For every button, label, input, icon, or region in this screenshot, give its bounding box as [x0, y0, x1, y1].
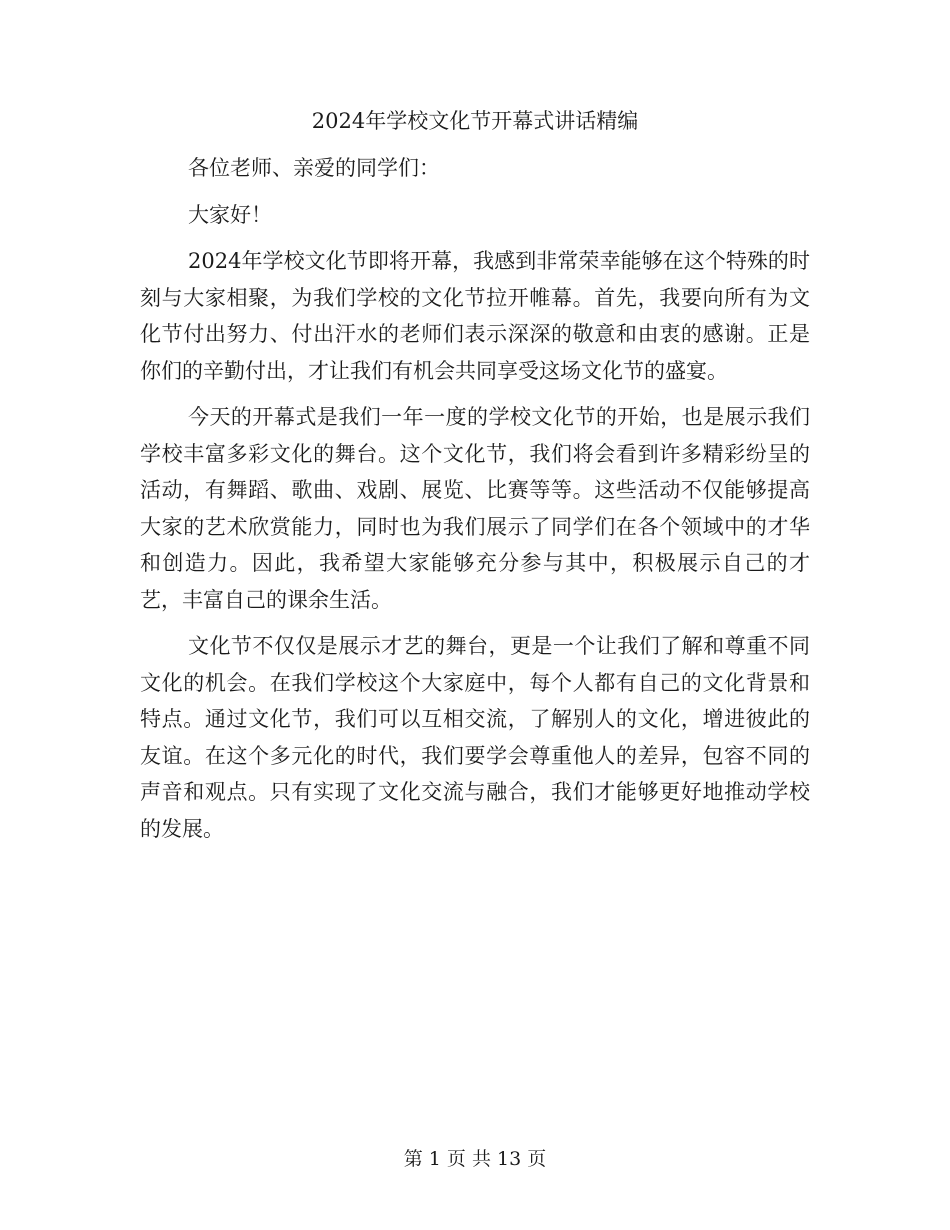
- page-number-footer: 第 1 页 共 13 页: [403, 1148, 547, 1170]
- document-body: [140, 150, 810, 847]
- greeting-paragraph: 大家好！: [188, 202, 272, 227]
- body-paragraph: 2024年学校文化节即将开幕，我感到非常荣幸能够在这个特殊的时刻与大家相聚，为我们学校的文化节拉开帷幕。首先，我要向所有为文化节付出努力、付出汗水的老师们表示深深的敬意和由衷的感谢。正是你们的辛勤付出，才让我们有机会共同享受这场文化节的盛宴。: [140, 249, 810, 383]
- body-paragraph: 今天的开幕式是我们一年一度的学校文化节的开始，也是展示我们学校丰富多彩文化的舞台。这个文化节，我们将会看到许多精彩纷呈的活动，有舞蹈、歌曲、戏剧、展览、比赛等等。这些活动不仅能够提高大家的艺术欣赏能力，同时也为我们展示了同学们在各个领域中的才华和创造力。因此，我希望大家能够充分参与其中，积极展示自己的才艺，丰富自己的课余生活。: [140, 405, 810, 612]
- body-paragraph: 文化节不仅仅是展示才艺的舞台，更是一个让我们了解和尊重不同文化的机会。在我们学校这个大家庭中，每个人都有自己的文化背景和特点。通过文化节，我们可以互相交流，了解别人的文化，增进彼此的友谊。在这个多元化的时代，我们要学会尊重他人的差异，包容不同的声音和观点。只有实现了文化交流与融合，我们才能够更好地推动学校的发展。: [140, 634, 810, 841]
- document-title: 2024年学校文化节开幕式讲话精编: [311, 109, 639, 133]
- salutation-paragraph: 各位老师、亲爱的同学们：: [188, 156, 440, 180]
